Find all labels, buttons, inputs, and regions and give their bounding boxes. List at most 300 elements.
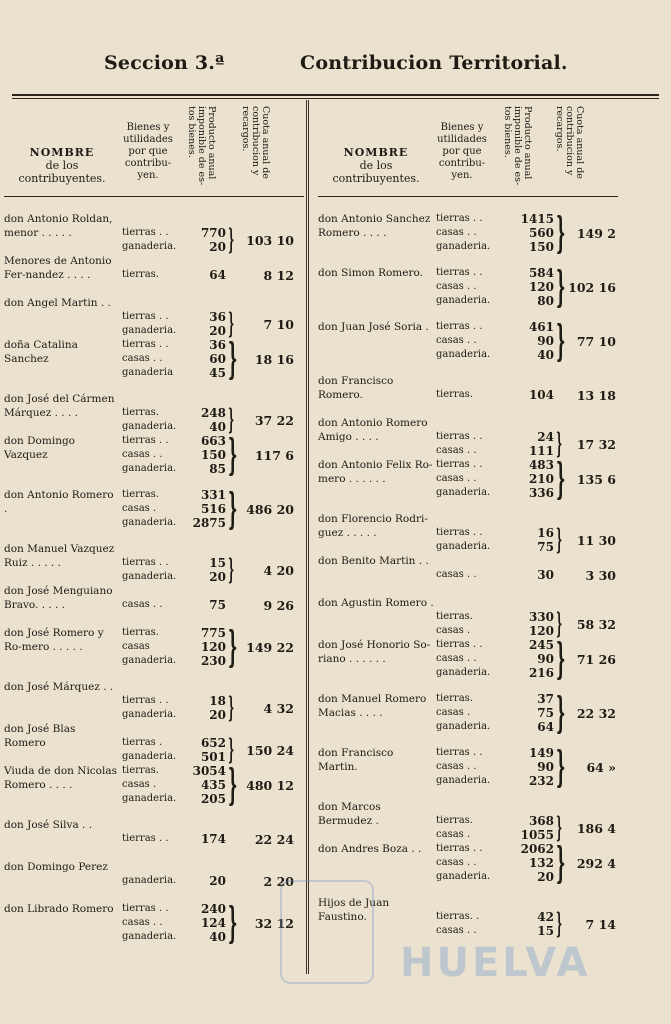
property-type: tierras. . — [436, 911, 480, 922]
property-types — [436, 212, 496, 254]
property-type: ganaderia. — [122, 463, 177, 474]
quota-value: 37 22 — [254, 413, 294, 428]
product-values — [506, 638, 554, 680]
property-type: tierras . . — [436, 459, 483, 470]
contributor-name: don José Silva . . — [4, 819, 93, 831]
contributor-name: Menores de Antonio Fer-nandez . . . . — [4, 255, 112, 281]
contributor-name: Viuda de don Nicolas Romero . . . . — [4, 765, 118, 791]
product-value: 120 — [528, 624, 554, 638]
property-types — [122, 434, 182, 476]
quota-value: 7 10 — [263, 317, 294, 332]
product-value: 248 — [200, 406, 226, 420]
table-row — [4, 296, 304, 340]
property-types — [436, 910, 496, 938]
table-row — [318, 374, 618, 402]
property-type: tierras . — [122, 737, 163, 748]
product-value: 36 — [209, 310, 226, 324]
contributor-name: don Manuel Romero Macias . . . . — [318, 693, 427, 719]
product-value: 20 — [209, 324, 226, 338]
quota-value: 149 22 — [246, 640, 294, 655]
contributor-name: don Librado Romero — [4, 903, 114, 915]
product-value: 40 — [209, 930, 226, 944]
product-value: 150 — [528, 240, 554, 254]
contributor-name: don Antonio Romero Amigo . . . . — [318, 417, 428, 443]
product-values — [178, 874, 226, 888]
product-value: 75 — [537, 706, 554, 720]
property-type: casas . . — [122, 917, 163, 928]
product-value: 85 — [209, 462, 226, 476]
property-type: ganaderia. — [122, 655, 177, 666]
property-types — [122, 902, 182, 944]
brace-icon: } — [228, 307, 235, 340]
product-values — [178, 832, 226, 846]
property-type: casas . . — [122, 449, 163, 460]
property-types — [122, 488, 182, 530]
quota-value: 149 2 — [576, 226, 616, 241]
table-row — [318, 634, 618, 683]
header-producto: Producto anual imponible de es-tos bienes. — [186, 106, 217, 186]
brace-icon: } — [556, 838, 566, 887]
table-row — [4, 334, 304, 383]
product-value: 40 — [537, 348, 554, 362]
brace-icon: } — [228, 691, 235, 724]
product-value: 461 — [528, 320, 554, 334]
property-type: casas . — [436, 707, 471, 718]
product-value: 2062 — [520, 842, 554, 856]
product-values — [178, 406, 226, 434]
product-value: 40 — [209, 420, 226, 434]
contributor-name: don José Márquez . . — [4, 681, 114, 693]
quota-value: 292 4 — [576, 856, 616, 871]
property-types — [436, 746, 496, 788]
product-value: 60 — [209, 352, 226, 366]
brace-icon: } — [228, 898, 238, 947]
product-value: 245 — [528, 638, 554, 652]
table-row — [4, 818, 304, 846]
product-value: 20 — [209, 874, 226, 888]
contributor-name: don José Romero y Ro-mero . . . . . — [4, 627, 104, 653]
brace-icon: } — [556, 742, 566, 791]
contributor-name: don Antonio Felix Ro-mero . . . . . . — [318, 459, 433, 485]
product-value: 1415 — [520, 212, 554, 226]
property-type: ganaderia. — [436, 871, 491, 882]
product-values — [178, 736, 226, 764]
property-type: tierras . . — [122, 695, 169, 706]
property-type: tierras . . — [122, 227, 169, 238]
product-value: 37 — [537, 692, 554, 706]
product-values — [506, 458, 554, 500]
product-value: 42 — [537, 910, 554, 924]
table-row — [318, 742, 618, 791]
product-value: 501 — [200, 750, 226, 764]
table-row — [4, 584, 304, 612]
brace-icon: } — [556, 607, 563, 640]
table-row — [4, 542, 304, 586]
table-row — [4, 760, 304, 809]
product-value: 240 — [200, 902, 226, 916]
product-value: 120 — [200, 640, 226, 654]
property-type: ganaderia. — [436, 295, 491, 306]
property-type: casas . — [122, 503, 157, 514]
top-rule — [12, 94, 659, 96]
product-value: 75 — [209, 598, 226, 612]
header-bienes: Bienes y utilidades por que contribu-yen. — [437, 122, 487, 181]
property-type: casas . — [436, 829, 471, 840]
brace-icon: } — [556, 454, 566, 503]
brace-icon: } — [556, 811, 563, 844]
product-values — [506, 814, 554, 842]
property-type: casas . . — [436, 445, 477, 456]
property-types — [122, 338, 182, 380]
table-row — [318, 262, 618, 311]
product-value: 652 — [200, 736, 226, 750]
table-row — [318, 208, 618, 257]
product-value: 18 — [209, 694, 226, 708]
property-type: ganaderia. — [122, 793, 177, 804]
product-value: 15 — [209, 556, 226, 570]
product-values — [178, 434, 226, 476]
brace-icon: } — [556, 907, 563, 940]
product-value: 45 — [209, 366, 226, 380]
watermark-text: HUELVA — [400, 940, 591, 986]
product-values — [506, 320, 554, 362]
contributor-name: don Florencio Rodri-guez . . . . . — [318, 513, 428, 539]
quota-value: 135 6 — [576, 472, 616, 487]
property-type: ganaderia. — [122, 325, 177, 336]
quota-value: 2 20 — [263, 874, 294, 889]
contributor-name: don Benito Martin . . — [318, 555, 429, 567]
product-values — [178, 488, 226, 530]
quota-value: 8 12 — [263, 268, 294, 283]
property-type: casas . . — [436, 281, 477, 292]
property-types — [436, 430, 496, 458]
property-type: tierras . . — [122, 557, 169, 568]
brace-icon: } — [556, 523, 563, 556]
product-values — [506, 610, 554, 638]
product-value: 483 — [528, 458, 554, 472]
product-values — [506, 746, 554, 788]
contributor-name: don Agustin Romero . — [318, 597, 434, 609]
product-values — [178, 268, 226, 282]
property-type: casas . . — [436, 569, 477, 580]
property-type: tierras . . — [436, 213, 483, 224]
property-types — [122, 874, 182, 888]
contributor-name: don Antonio Romero . — [4, 489, 114, 515]
property-type: ganaderia. — [122, 709, 177, 720]
property-types — [122, 268, 182, 282]
contributor-name: don José Blas Romero — [4, 723, 76, 749]
property-types — [122, 832, 182, 846]
quota-value: 7 14 — [585, 917, 616, 932]
property-type: casas . . — [436, 925, 477, 936]
header-nombre-title: NOMBRE — [343, 146, 409, 159]
quota-value: 18 16 — [254, 352, 294, 367]
product-value: 15 — [537, 924, 554, 938]
property-type: casas — [122, 641, 150, 652]
property-type: tierras . . — [436, 267, 483, 278]
product-values — [506, 526, 554, 554]
brace-icon: } — [228, 403, 235, 436]
table-row — [318, 800, 618, 844]
header-producto: Producto anual imponible de es-tos bienes. — [502, 106, 533, 186]
left-table — [4, 100, 304, 980]
property-types — [122, 736, 182, 764]
property-type: ganaderia. — [436, 541, 491, 552]
contributor-name: Hijos de Juan Faustino. — [318, 897, 390, 923]
property-type: ganaderia. — [436, 349, 491, 360]
property-type: tierras. — [122, 407, 159, 418]
property-type: tierras . . — [122, 311, 169, 322]
property-types — [122, 310, 182, 338]
property-type: ganaderia. — [122, 421, 177, 432]
property-type: ganaderia. — [436, 241, 491, 252]
property-type: tierras. — [122, 765, 159, 776]
contributor-name: don Andres Boza . . — [318, 843, 422, 855]
property-types — [436, 692, 496, 734]
table-row — [4, 212, 304, 256]
product-value: 336 — [528, 486, 554, 500]
property-type: casas . . — [436, 335, 477, 346]
quota-value: 486 20 — [246, 502, 294, 517]
section-title: Seccion 3.ª — [104, 52, 225, 74]
product-values — [506, 430, 554, 458]
brace-icon: } — [228, 430, 238, 479]
property-type: tierras. — [436, 693, 473, 704]
property-types — [436, 458, 496, 500]
product-value: 435 — [200, 778, 226, 792]
property-types — [122, 598, 182, 612]
product-value: 232 — [528, 774, 554, 788]
property-type: tierras . . — [436, 431, 483, 442]
property-types — [436, 320, 496, 362]
product-value: 124 — [200, 916, 226, 930]
brace-icon: } — [556, 688, 566, 737]
property-type: ganaderia. — [122, 875, 177, 886]
property-type: ganaderia. — [122, 751, 177, 762]
brace-icon: } — [228, 760, 238, 809]
property-types — [436, 842, 496, 884]
contributor-name: don Simon Romero. — [318, 267, 423, 279]
quota-value: 22 32 — [576, 706, 616, 721]
property-types — [436, 814, 496, 842]
table-row — [4, 898, 304, 947]
table-row — [318, 554, 618, 582]
product-value: 663 — [200, 434, 226, 448]
column-divider — [306, 100, 309, 974]
product-value: 64 — [537, 720, 554, 734]
property-type: tierras. — [436, 389, 473, 400]
product-value: 80 — [537, 294, 554, 308]
product-value: 75 — [537, 540, 554, 554]
property-type: casas . . — [436, 227, 477, 238]
quota-value: 186 4 — [576, 821, 616, 836]
product-values — [506, 388, 554, 402]
product-values — [178, 338, 226, 380]
quota-value: 9 26 — [263, 598, 294, 613]
contributor-name: don Manuel Vazquez Ruiz . . . . . — [4, 543, 115, 569]
contributor-name: don Angel Martin . . — [4, 297, 111, 309]
page-title: Contribucion Territorial. — [300, 52, 568, 74]
brace-icon: } — [228, 733, 235, 766]
product-value: 149 — [528, 746, 554, 760]
table-row — [4, 722, 304, 766]
header-nombre-title: NOMBRE — [29, 146, 95, 159]
product-value: 104 — [528, 388, 554, 402]
property-types — [122, 694, 182, 722]
property-type: ganaderia. — [122, 571, 177, 582]
property-types — [122, 226, 182, 254]
product-value: 330 — [528, 610, 554, 624]
product-value: 16 — [537, 526, 554, 540]
contributor-name: don Antonio Sanchez Romero . . . . — [318, 213, 431, 239]
product-value: 1055 — [520, 828, 554, 842]
contributor-name: don Domingo Perez — [4, 861, 108, 873]
product-value: 516 — [200, 502, 226, 516]
product-value: 64 — [209, 268, 226, 282]
product-value: 20 — [209, 570, 226, 584]
brace-icon: } — [556, 262, 566, 311]
product-value: 120 — [528, 280, 554, 294]
product-value: 174 — [200, 832, 226, 846]
quota-value: 4 20 — [263, 563, 294, 578]
property-type: tierras . . — [436, 321, 483, 332]
property-type: tierras . . — [436, 747, 483, 758]
property-type: ganaderia. — [436, 667, 491, 678]
header-cuota: Cuota anual de contribucion y recargos. — [240, 106, 271, 179]
property-type: casas . — [122, 779, 157, 790]
product-value: 20 — [209, 708, 226, 722]
product-values — [178, 626, 226, 668]
quota-value: 4 32 — [263, 701, 294, 716]
table-row — [4, 254, 304, 282]
product-value: 331 — [200, 488, 226, 502]
table-row — [318, 454, 618, 503]
product-values — [178, 694, 226, 722]
product-value: 770 — [200, 226, 226, 240]
property-types — [436, 638, 496, 680]
property-type: ganaderia — [122, 367, 174, 378]
property-types — [122, 556, 182, 584]
product-values — [506, 910, 554, 938]
contributor-name: doña Catalina Sanchez — [4, 339, 78, 365]
contributor-name: don Marcos Bermudez . — [318, 801, 381, 827]
property-type: tierras. — [122, 627, 159, 638]
product-value: 775 — [200, 626, 226, 640]
product-value: 90 — [537, 652, 554, 666]
property-type: casas . . — [436, 761, 477, 772]
product-values — [506, 266, 554, 308]
product-values — [506, 568, 554, 582]
product-values — [178, 226, 226, 254]
brace-icon: } — [556, 208, 566, 257]
table-row — [318, 512, 618, 556]
contributor-name: don Domingo Vazquez — [4, 435, 76, 461]
property-type: tierras. — [122, 269, 159, 280]
property-type: ganaderia. — [122, 517, 177, 528]
property-type: ganaderia. — [122, 241, 177, 252]
product-value: 20 — [209, 240, 226, 254]
table-header — [4, 100, 304, 197]
product-values — [178, 598, 226, 612]
quota-value: 13 18 — [576, 388, 616, 403]
property-types — [122, 764, 182, 806]
property-type: ganaderia. — [122, 931, 177, 942]
table-row — [4, 484, 304, 533]
header-nombre-sub: de los contribuyentes. — [332, 159, 420, 185]
quota-value: 480 12 — [246, 778, 294, 793]
product-values — [506, 692, 554, 734]
product-values — [506, 842, 554, 884]
property-type: casas . . — [436, 473, 477, 484]
product-value: 90 — [537, 334, 554, 348]
property-type: tierras . . — [436, 639, 483, 650]
brace-icon: } — [228, 334, 238, 383]
product-value: 584 — [528, 266, 554, 280]
product-value: 210 — [528, 472, 554, 486]
product-value: 205 — [200, 792, 226, 806]
table-row — [318, 416, 618, 460]
property-type: tierras. — [122, 489, 159, 500]
table-row — [4, 622, 304, 671]
contributor-name: don Antonio Roldan, menor . . . . . — [4, 213, 113, 239]
contributor-name: don Francisco Romero. — [318, 375, 394, 401]
product-values — [506, 212, 554, 254]
property-types — [436, 610, 496, 638]
header-cuota: Cuota anual de contribucion y recargos. — [554, 106, 585, 179]
property-types — [122, 626, 182, 668]
table-row — [318, 316, 618, 365]
product-value: 150 — [200, 448, 226, 462]
property-type: tierras . . — [122, 903, 169, 914]
right-table — [318, 100, 618, 980]
contributor-name: don Francisco Martin. — [318, 747, 394, 773]
quota-value: 117 6 — [254, 448, 294, 463]
property-types — [122, 406, 182, 434]
brace-icon: } — [228, 484, 238, 533]
product-value: 36 — [209, 338, 226, 352]
product-values — [178, 764, 226, 806]
property-type: ganaderia. — [436, 721, 491, 732]
property-type: casas . — [436, 625, 471, 636]
table-row — [4, 860, 304, 888]
quota-value: 77 10 — [576, 334, 616, 349]
header-bienes: Bienes y utilidades por que contribu-yen. — [123, 122, 173, 181]
contributor-name: don José Menguiano Bravo. . . . . — [4, 585, 113, 611]
property-type: casas . . — [122, 599, 163, 610]
table-row — [4, 392, 304, 436]
property-types — [436, 568, 496, 582]
brace-icon: } — [556, 634, 566, 683]
product-value: 230 — [200, 654, 226, 668]
product-value: 90 — [537, 760, 554, 774]
contributor-name: don José Honorio So-riano . . . . . . — [318, 639, 431, 665]
property-type: casas . . — [436, 653, 477, 664]
product-values — [178, 310, 226, 338]
archive-seal — [280, 880, 374, 984]
contributor-name: don Juan José Soria . — [318, 321, 429, 333]
brace-icon: } — [556, 316, 566, 365]
quota-value: 150 24 — [246, 743, 294, 758]
property-type: tierras. — [436, 611, 473, 622]
table-row — [318, 688, 618, 737]
product-value: 30 — [537, 568, 554, 582]
product-value: 560 — [528, 226, 554, 240]
table-row — [318, 838, 618, 887]
table-row — [4, 430, 304, 479]
header-nombre — [4, 146, 120, 185]
product-values — [178, 556, 226, 584]
brace-icon: } — [228, 553, 235, 586]
